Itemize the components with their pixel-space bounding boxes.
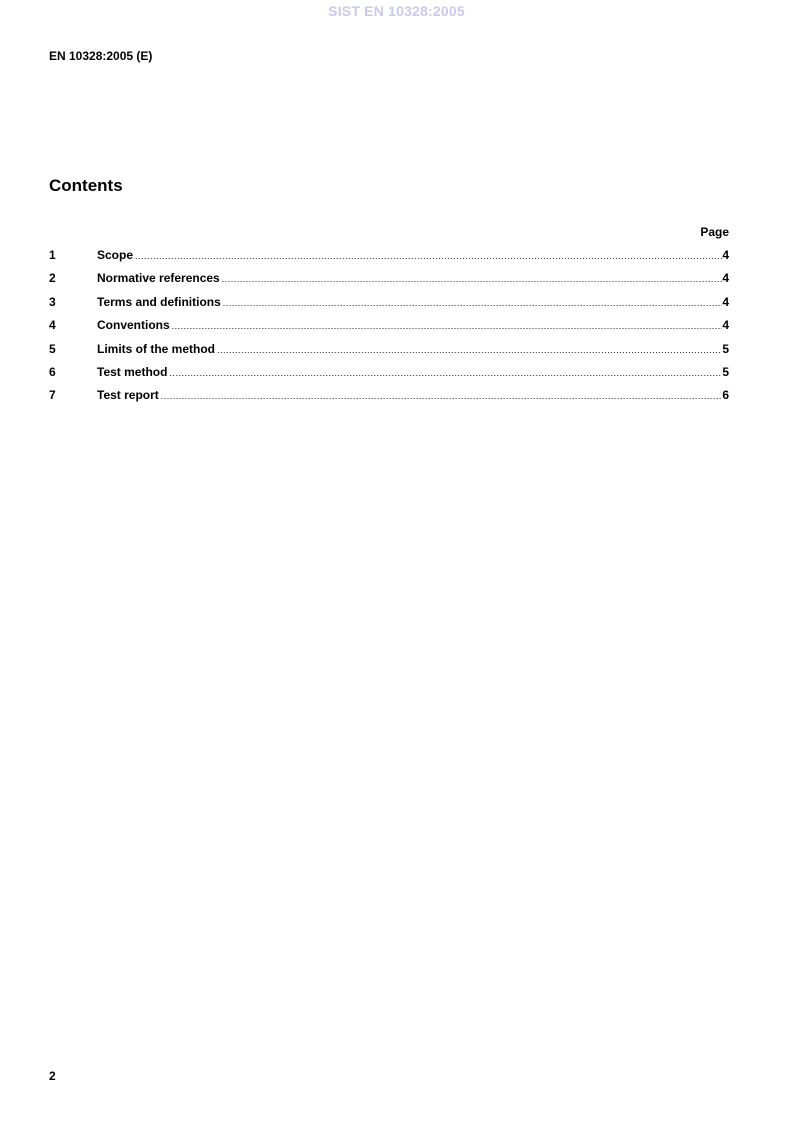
toc-entry-title: Normative references — [97, 271, 220, 286]
toc-entry-terms-and-definitions[interactable] — [49, 295, 729, 318]
toc-entry-page: 6 — [722, 388, 729, 403]
toc-dot-leader — [170, 321, 723, 331]
contents-heading: Contents — [49, 176, 123, 195]
toc-entry-conventions[interactable] — [49, 318, 729, 341]
toc-entry-title: Conventions — [97, 318, 170, 333]
toc-entry-number: 2 — [49, 271, 56, 286]
toc-entry-title: Terms and definitions — [97, 294, 221, 309]
toc-entry-title: Scope — [97, 248, 134, 262]
toc-dot-leader — [133, 251, 722, 261]
toc-entry-title: Test report — [97, 388, 159, 403]
page-number: 2 — [49, 1069, 56, 1083]
toc-entry-number: 5 — [49, 341, 56, 356]
toc-entry-number: 1 — [49, 248, 56, 262]
toc-entry-scope[interactable] — [49, 248, 729, 271]
toc-entry-limits-of-the-method[interactable] — [49, 342, 729, 365]
toc-entry-page: 5 — [722, 364, 729, 379]
toc-entry-normative-references[interactable] — [49, 271, 729, 294]
toc-entry-number: 6 — [49, 364, 56, 379]
toc-entry-title: Test method — [97, 364, 168, 379]
table-of-contents — [49, 248, 729, 412]
toc-entry-number: 7 — [49, 388, 56, 403]
toc-entry-test-method[interactable] — [49, 365, 729, 388]
toc-entry-page: 4 — [722, 271, 729, 286]
toc-dot-leader — [159, 391, 723, 401]
toc-entry-page: 4 — [722, 318, 729, 333]
toc-dot-leader — [220, 274, 723, 284]
toc-entry-page: 4 — [722, 294, 729, 309]
toc-entry-number: 3 — [49, 294, 56, 309]
toc-entry-test-report[interactable] — [49, 388, 729, 411]
watermark: SIST EN 10328:2005 — [328, 3, 465, 19]
toc-entry-title: Limits of the method — [97, 341, 215, 356]
document-identifier: EN 10328:2005 (E) — [49, 49, 153, 63]
toc-entry-page: 4 — [722, 248, 729, 262]
toc-dot-leader — [221, 298, 723, 308]
toc-entry-page: 5 — [722, 341, 729, 356]
toc-entry-number: 4 — [49, 318, 56, 333]
toc-dot-leader — [167, 368, 722, 378]
page-column-label: Page — [700, 225, 729, 239]
toc-dot-leader — [215, 345, 722, 355]
